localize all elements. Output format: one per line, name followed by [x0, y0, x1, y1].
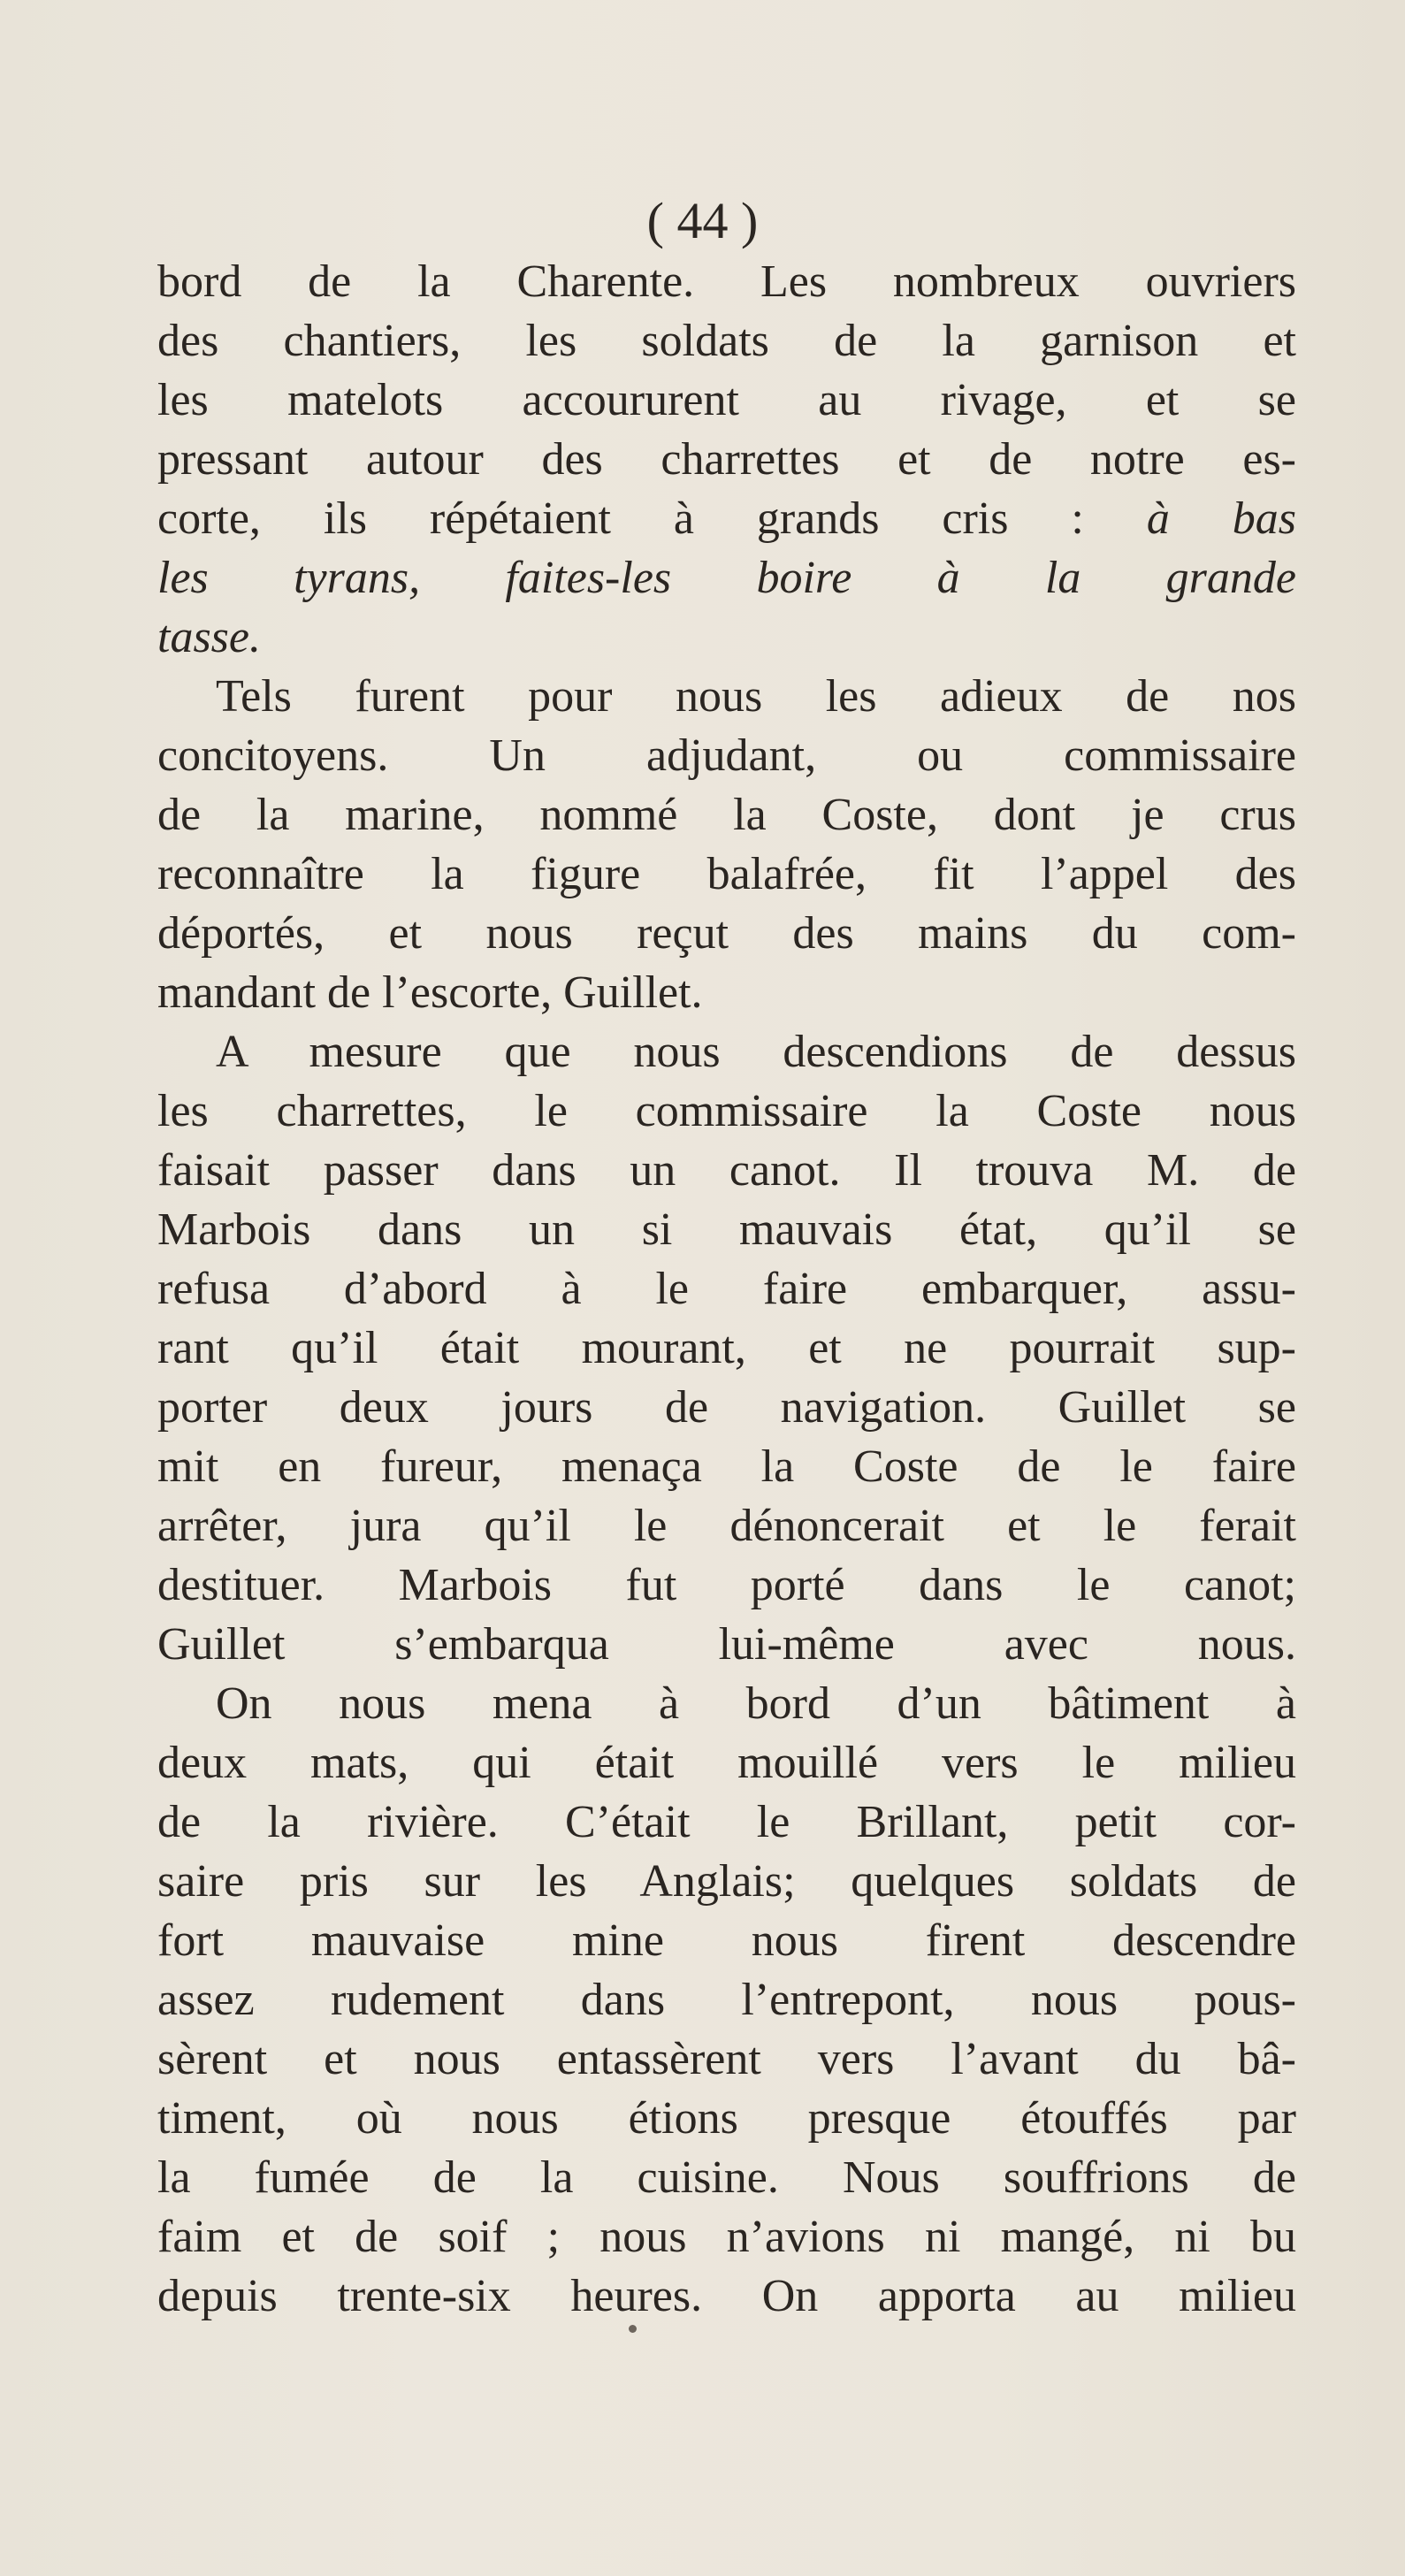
text-line: pressant autour des charrettes et de notre es-	[157, 434, 1296, 485]
text-line: faisait passer dans un canot. Il trouva M. de	[157, 1145, 1296, 1196]
text-line: arrêter, jura qu’il le dénoncerait et le ferait	[157, 1501, 1296, 1551]
text-line: destituer. Marbois fut porté dans le canot;	[157, 1560, 1296, 1610]
page-number: ( 44 )	[646, 192, 759, 249]
text-line: les charrettes, le commissaire la Coste nous	[157, 1086, 1296, 1136]
text-line	[157, 489, 1296, 548]
text-line: de la marine, nommé la Coste, dont je crus	[157, 790, 1296, 840]
text-line: deux mats, qui était mouillé vers le milieu	[157, 1738, 1296, 1788]
text-line: rant qu’il était mourant, et ne pourrait sup-	[157, 1323, 1296, 1373]
italic-quote-line: tasse.	[157, 612, 261, 662]
text-line: reconnaître la figure balafrée, fit l’appel des	[157, 849, 1296, 899]
text-line: déportés, et nous reçut des mains du com-	[157, 908, 1296, 959]
paragraph-start-line: A mesure que nous descendions de dessus	[216, 1027, 1296, 1077]
line-text: corte, ils répétaient à grands cris :	[157, 493, 1147, 544]
text-line: assez rudement dans l’entrepont, nous pous-	[157, 1975, 1296, 2025]
text-line: porter deux jours de navigation. Guillet se	[157, 1382, 1296, 1433]
text-line: la fumée de la cuisine. Nous souffrions de	[157, 2152, 1296, 2203]
text-line: Guillet s’embarqua lui-même avec nous.	[157, 1619, 1296, 1670]
text-line: les matelots accoururent au rivage, et se	[157, 375, 1296, 425]
text-line: mit en fureur, menaça la Coste de le faire	[157, 1441, 1296, 1492]
text-line: mandant de l’escorte, Guillet.	[157, 967, 703, 1018]
text-line: bord de la Charente. Les nombreux ouvriers	[157, 256, 1296, 307]
text-line: saire pris sur les Anglais; quelques soldats de	[157, 1856, 1296, 1907]
text-line: timent, où nous étions presque étouffés par	[157, 2093, 1296, 2144]
body-text	[157, 252, 1296, 2326]
text-line: concitoyens. Un adjudant, ou commissaire	[157, 730, 1296, 781]
text-line: fort mauvaise mine nous firent descendre	[157, 1915, 1296, 1966]
text-line: Marbois dans un si mauvais état, qu’il se	[157, 1204, 1296, 1255]
text-line: des chantiers, les soldats de la garnison et	[157, 316, 1296, 366]
text-line: faim et de soif ; nous n’avions ni mangé, ni bu	[157, 2212, 1296, 2262]
text-line: sèrent et nous entassèrent vers l’avant du bâ-	[157, 2034, 1296, 2084]
ink-spot	[629, 2325, 637, 2333]
italic-quote: à bas	[1146, 493, 1296, 544]
text-line: depuis trente-six heures. On apporta au milieu	[157, 2271, 1296, 2321]
text-line: refusa d’abord à le faire embarquer, assu-	[157, 1264, 1296, 1314]
italic-quote-line: les tyrans, faites-les boire à la grande	[157, 553, 1296, 603]
paragraph-start-line: Tels furent pour nous les adieux de nos	[216, 671, 1296, 722]
text-line: de la rivière. C’était le Brillant, petit cor-	[157, 1797, 1296, 1847]
paragraph-start-line: On nous mena à bord d’un bâtiment à	[216, 1678, 1296, 1729]
